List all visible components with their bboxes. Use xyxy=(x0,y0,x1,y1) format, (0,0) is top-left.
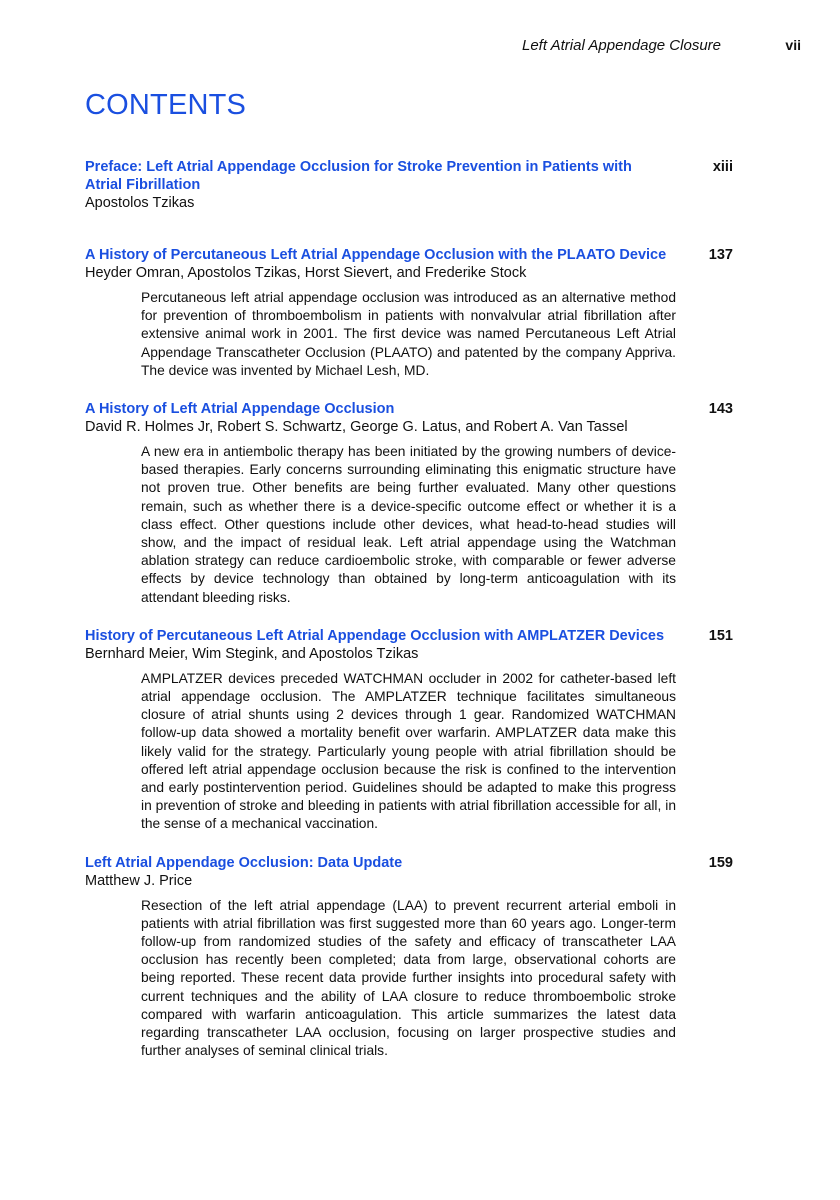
toc-entry-abstract: Resection of the left atrial appendage (LAA) to prevent recurrent arterial emboli in patients with atrial fibrillation was first suggested more than 60 years ago. Longer-term follow-up from randomized studies of the safety and efficacy of transcatheter LAA occlusion has recently been completed; data from large, observational cohorts are being reported. These recent data provide further insights into procedural safety with current techniques and the ability of LAA closure to reduce thromboembolic stroke compared with warfarin anticoagulation. This article summarizes the latest data regarding transcatheter LAA occlusion, focusing on larger prospective studies and further analyses of seminal clinical trials. xyxy=(141,897,676,1059)
toc-entry-authors: Matthew J. Price xyxy=(85,872,193,889)
toc-entry-authors: David R. Holmes Jr, Robert S. Schwartz, George G. Latus, and Robert A. Van Tassel xyxy=(85,419,628,436)
toc-entry-plaato xyxy=(85,246,735,380)
toc-entry-page: 151 xyxy=(708,627,733,644)
toc-entry-preface xyxy=(85,158,735,212)
toc-entry-authors: Apostolos Tzikas xyxy=(85,195,195,211)
running-header xyxy=(0,37,840,57)
toc-entry-data-update xyxy=(85,854,735,1061)
page-number: vii xyxy=(785,37,801,53)
toc-entry-page: 143 xyxy=(708,401,733,418)
toc-entry-abstract: A new era in antiembolic therapy has been initiated by the growing numbers of device-based therapies. Early concerns surrounding eliminating this enigmatic structure have not proven true. Other benefits are being further evaluated. Many other questions remain, such as whether there is a device-specific outcome effect or whether it is a class effect. Other questions include other devices, what head-to-head studies will show, and the impact of residual leak. Left atrial appendage using the Watchman ablation strategy can reduce cardioembolic stroke, with comparable or fewer adverse effects by device technology than obtained by long-term anticoagulation with its attendant bleeding risks. xyxy=(141,444,676,605)
toc-entry-abstract: AMPLATZER devices preceded WATCHMAN occluder in 2002 for catheter-based left atrial appendage occlusion. The AMPLATZER technique facilitates simultaneous closure of atrial shunts using 2 devices through 1 gear. Randomized WATCHMAN follow-up data showed a mortality benefit over warfarin. AMPLATZER data make this likely valid for the strategy. Particularly young people with atrial fibrillation should be offered left atrial appendage occlusion because the risk is confined to the intervention and early postintervention period. Guidelines should be adapted to make this progress in prevention of stroke and bleeding in patients with atrial fibrillation accessible for all, in the sense of a mechanical vaccination. xyxy=(141,670,676,832)
toc-entry-page: 159 xyxy=(708,854,733,871)
toc-entry-page: 137 xyxy=(708,247,733,263)
toc-entry-page: xiii xyxy=(712,159,733,175)
toc-entry-authors: Heyder Omran, Apostolos Tzikas, Horst Sievert, and Frederike Stock xyxy=(85,265,527,281)
table-of-contents xyxy=(85,158,735,1061)
toc-entry-title[interactable]: Left Atrial Appendage Occlusion: Data Update xyxy=(85,854,403,871)
toc-entry-history xyxy=(85,400,735,607)
contents-heading: CONTENTS xyxy=(85,89,247,121)
toc-entry-abstract: Percutaneous left atrial appendage occlusion was introduced as an alternative method for prevention of thromboembolism in patients with nonvalvular atrial fibrillation after extensive animal work in 2001. The first device was named Percutaneous Left Atrial Appendage Transcatheter Occlusion (PLAATO) and patented by the company Appriva. The device was invented by Michael Lesh, MD. xyxy=(141,290,676,378)
toc-entry-title[interactable]: A History of Percutaneous Left Atrial Appendage Occlusion with the PLAATO Device xyxy=(85,247,667,263)
toc-entry-amplatzer xyxy=(85,627,735,834)
toc-entry-title[interactable]: Preface: Left Atrial Appendage Occlusion for Stroke Prevention in Patients with Atrial Fibrillation xyxy=(85,159,632,193)
toc-entry-authors: Bernhard Meier, Wim Stegink, and Apostolos Tzikas xyxy=(85,645,419,662)
toc-entry-title[interactable]: A History of Left Atrial Appendage Occlusion xyxy=(85,401,395,418)
running-title: Left Atrial Appendage Closure xyxy=(521,37,721,54)
toc-entry-title[interactable]: History of Percutaneous Left Atrial Appendage Occlusion with AMPLATZER Devices xyxy=(85,627,665,644)
